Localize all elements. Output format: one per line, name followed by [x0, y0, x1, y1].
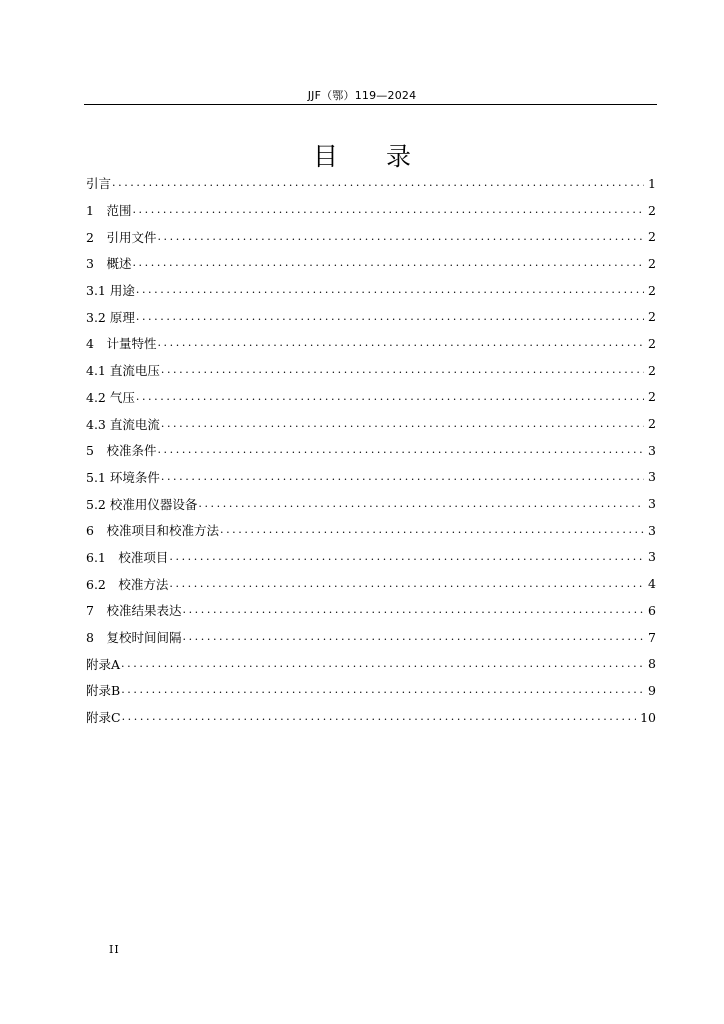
toc-leader-dots: [198, 496, 644, 512]
toc-entry-label: 附录C: [86, 710, 121, 726]
toc-entry[interactable]: [86, 544, 656, 571]
toc-leader-dots: [161, 416, 644, 432]
toc-entry-label: 4.2 气压: [86, 389, 135, 405]
toc-entry[interactable]: [86, 704, 656, 731]
toc-leader-dots: [136, 282, 644, 298]
toc-entry-label: 6 校准项目和校准方法: [86, 523, 219, 539]
toc-entry-page: 2: [648, 335, 656, 351]
toc-entry-label: 附录A: [86, 656, 121, 672]
toc-entry[interactable]: [86, 250, 656, 277]
toc-entry-label: 7 校准结果表达: [86, 603, 182, 619]
toc-leader-dots: [161, 362, 644, 378]
toc-entry-page: 4: [648, 576, 656, 592]
toc-leader-dots: [220, 522, 644, 538]
toc-entry-page: 2: [648, 389, 656, 405]
toc-entry[interactable]: [86, 650, 656, 677]
toc-entry-page: 10: [640, 709, 656, 725]
toc-leader-dots: [132, 255, 644, 271]
toc-leader-dots: [157, 229, 644, 245]
toc-entry-page: 3: [648, 522, 656, 538]
toc-entry-page: 1: [648, 175, 656, 191]
toc-entry-label: 4.3 直流电流: [86, 416, 160, 432]
toc-entry[interactable]: [86, 677, 656, 704]
toc-entry[interactable]: [86, 330, 656, 357]
toc-entry[interactable]: [86, 597, 656, 624]
toc-leader-dots: [121, 682, 644, 698]
toc-leader-dots: [136, 389, 644, 405]
running-header: JJF（鄂）119—2024: [307, 89, 417, 102]
toc-entry[interactable]: [86, 410, 656, 437]
toc-entry-label: 5.2 校准用仪器设备: [86, 496, 198, 512]
toc-entry-label: 4.1 直流电压: [86, 363, 160, 379]
toc-entry[interactable]: [86, 223, 656, 250]
toc-entry-label: 3.2 原理: [86, 309, 135, 325]
toc-leader-dots: [169, 576, 644, 592]
toc-entry-page: 2: [648, 202, 656, 218]
toc-entry[interactable]: [86, 437, 656, 464]
toc-leader-dots: [132, 202, 644, 218]
toc-entry-label: 3 概述: [86, 256, 132, 272]
toc-leader-dots: [121, 656, 644, 672]
toc-entry-page: 3: [648, 549, 656, 565]
toc-leader-dots: [182, 629, 644, 645]
toc-entry[interactable]: [86, 490, 656, 517]
toc-entry[interactable]: [86, 384, 656, 411]
toc-entry-label: 5 校准条件: [86, 443, 157, 459]
toc-entry-page: 2: [648, 229, 656, 245]
toc-entry[interactable]: [86, 570, 656, 597]
toc-entry[interactable]: [86, 197, 656, 224]
toc-entry[interactable]: [86, 357, 656, 384]
toc-entry-page: 8: [648, 656, 656, 672]
toc-entry-page: 3: [648, 442, 656, 458]
toc-leader-dots: [112, 175, 644, 191]
toc-leader-dots: [169, 549, 644, 565]
toc-entry-label: 6.1 校准项目: [86, 549, 169, 565]
toc-entry-page: 2: [648, 416, 656, 432]
toc-entry-label: 5.1 环境条件: [86, 469, 160, 485]
toc-entry-label: 1 范围: [86, 203, 132, 219]
toc-entry-label: 6.2 校准方法: [86, 576, 169, 592]
toc-entry-page: 6: [648, 602, 656, 618]
table-of-contents: [86, 170, 656, 730]
toc-entry[interactable]: [86, 170, 656, 197]
toc-entry-page: 3: [648, 496, 656, 512]
header-rule: [84, 104, 657, 105]
toc-entry[interactable]: [86, 624, 656, 651]
toc-entry-label: 8 复校时间间隔: [86, 630, 182, 646]
toc-entry-page: 3: [648, 469, 656, 485]
toc-entry-label: 3.1 用途: [86, 283, 135, 299]
toc-entry-label: 2 引用文件: [86, 229, 157, 245]
toc-entry[interactable]: [86, 464, 656, 491]
page-number: II: [109, 943, 120, 956]
toc-leader-dots: [157, 335, 644, 351]
toc-entry-label: 引言: [86, 176, 112, 192]
toc-entry-page: 2: [648, 255, 656, 271]
toc-entry[interactable]: [86, 303, 656, 330]
toc-entry-page: 9: [648, 682, 656, 698]
toc-entry[interactable]: [86, 517, 656, 544]
toc-entry-label: 4 计量特性: [86, 336, 157, 352]
toc-entry[interactable]: [86, 277, 656, 304]
toc-entry-page: 2: [648, 362, 656, 378]
toc-leader-dots: [122, 709, 637, 725]
toc-entry-page: 7: [648, 629, 656, 645]
toc-entry-label: 附录B: [86, 683, 121, 699]
toc-leader-dots: [161, 469, 644, 485]
page-title: 目 录: [313, 142, 431, 171]
toc-entry-page: 2: [648, 309, 656, 325]
toc-leader-dots: [136, 309, 644, 325]
toc-entry-page: 2: [648, 282, 656, 298]
toc-leader-dots: [157, 442, 644, 458]
toc-leader-dots: [182, 602, 644, 618]
